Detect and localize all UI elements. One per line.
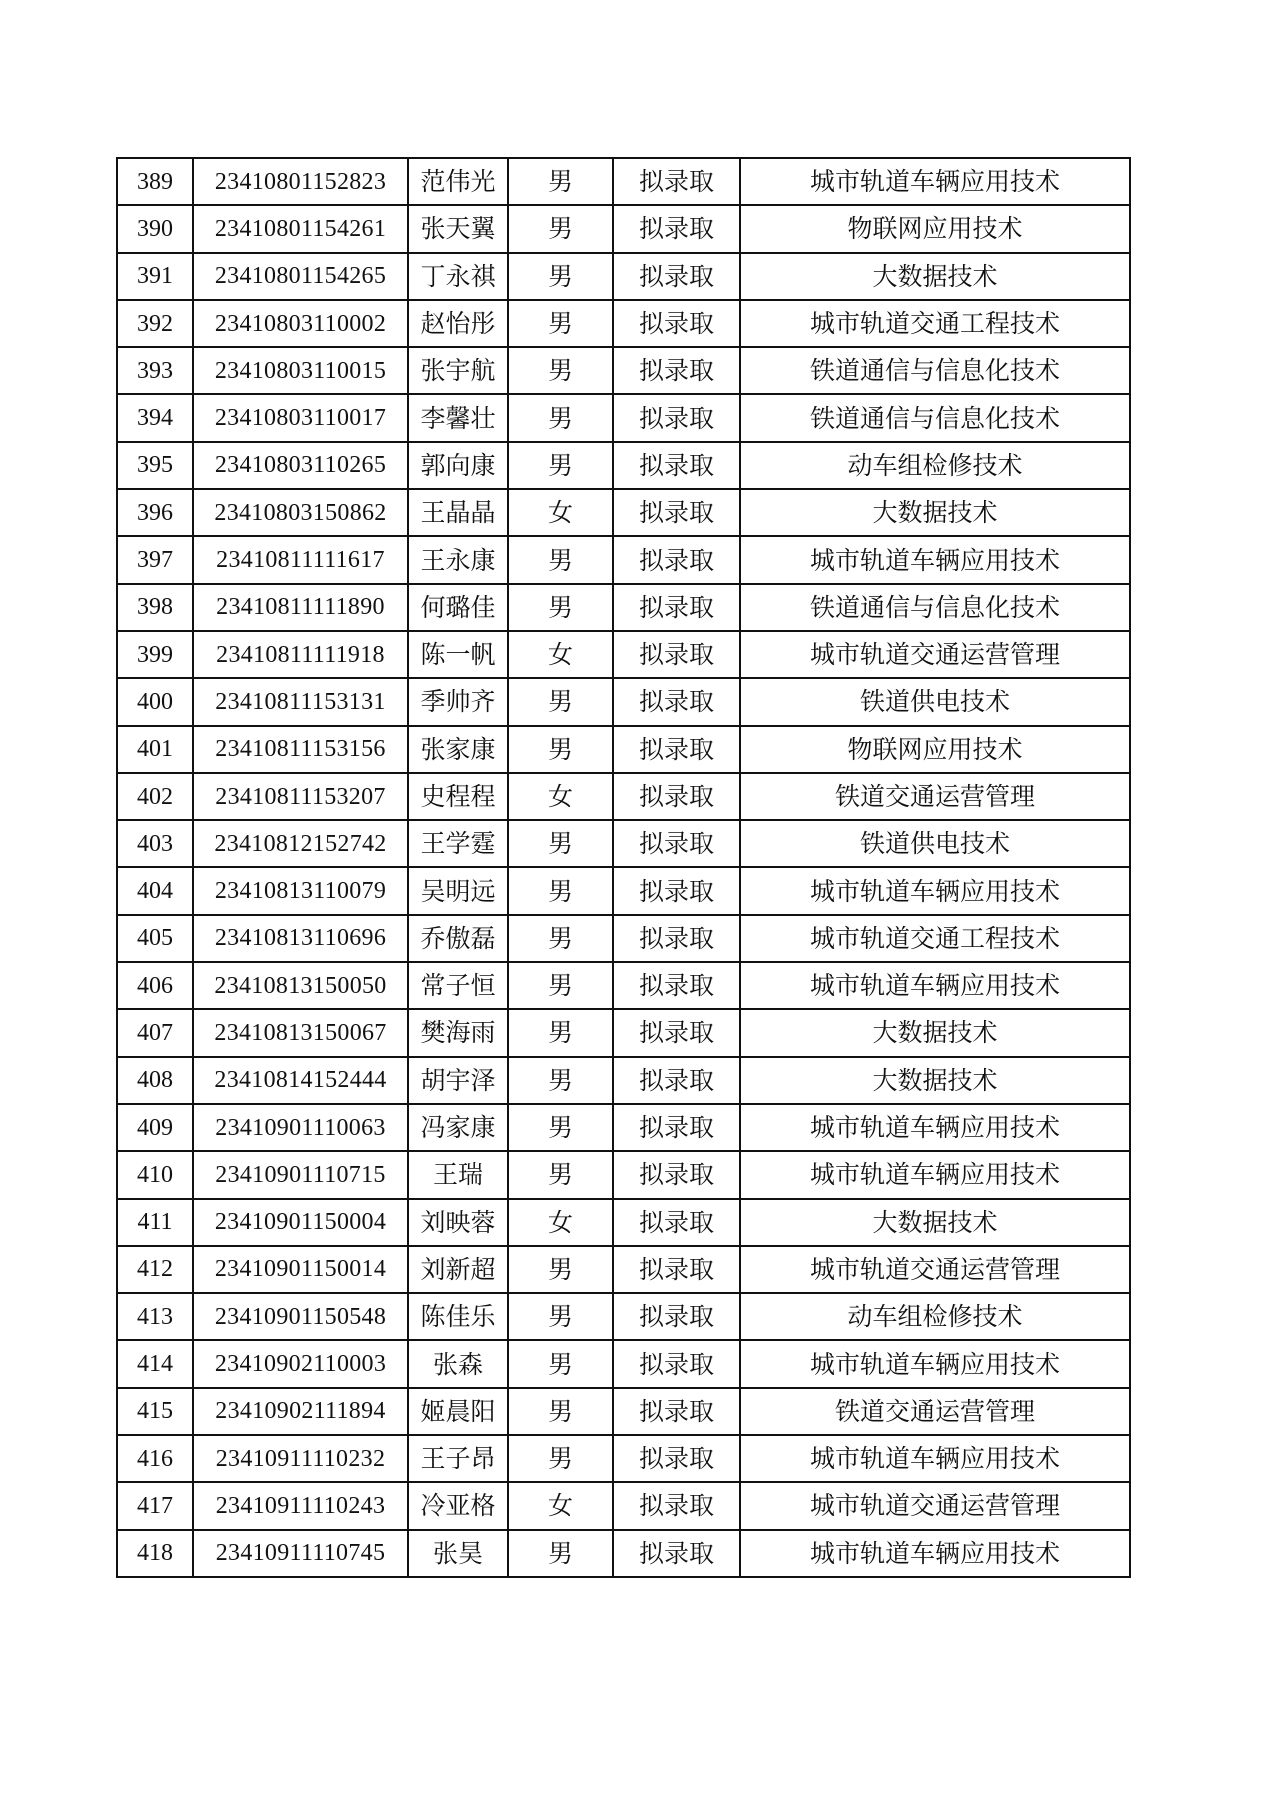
major-cell: 铁道通信与信息化技术 <box>740 347 1130 394</box>
candidate-id-cell: 23410902111894 <box>193 1388 408 1435</box>
table-row <box>117 253 1130 300</box>
candidate-id-cell: 23410813150067 <box>193 1009 408 1056</box>
row-number-cell: 402 <box>117 773 193 820</box>
row-number-cell: 397 <box>117 536 193 583</box>
major-cell: 铁道交通运营管理 <box>740 1388 1130 1435</box>
candidate-id-cell: 23410803110017 <box>193 394 408 441</box>
major-cell: 城市轨道车辆应用技术 <box>740 158 1130 205</box>
row-number-cell: 408 <box>117 1057 193 1104</box>
gender-cell: 男 <box>508 205 613 252</box>
admission-status-cell: 拟录取 <box>613 253 740 300</box>
row-number-cell: 417 <box>117 1482 193 1529</box>
gender-cell: 男 <box>508 1340 613 1387</box>
admission-status-cell: 拟录取 <box>613 726 740 773</box>
table-row <box>117 631 1130 678</box>
major-cell: 城市轨道交通工程技术 <box>740 300 1130 347</box>
table-row <box>117 1340 1130 1387</box>
table-row <box>117 1009 1130 1056</box>
table-row <box>117 205 1130 252</box>
gender-cell: 男 <box>508 158 613 205</box>
table-row <box>117 867 1130 914</box>
gender-cell: 男 <box>508 678 613 725</box>
admission-status-cell: 拟录取 <box>613 1530 740 1577</box>
candidate-id-cell: 23410911110745 <box>193 1530 408 1577</box>
major-cell: 大数据技术 <box>740 489 1130 536</box>
table-row <box>117 1482 1130 1529</box>
major-cell: 城市轨道车辆应用技术 <box>740 867 1130 914</box>
candidate-id-cell: 23410812152742 <box>193 820 408 867</box>
table-row <box>117 820 1130 867</box>
gender-cell: 男 <box>508 394 613 441</box>
gender-cell: 男 <box>508 820 613 867</box>
major-cell: 城市轨道车辆应用技术 <box>740 962 1130 1009</box>
major-cell: 城市轨道车辆应用技术 <box>740 1340 1130 1387</box>
table-row <box>117 347 1130 394</box>
candidate-id-cell: 23410803150862 <box>193 489 408 536</box>
admission-status-cell: 拟录取 <box>613 962 740 1009</box>
student-name-cell: 樊海雨 <box>408 1009 508 1056</box>
table-row <box>117 1057 1130 1104</box>
admission-status-cell: 拟录取 <box>613 631 740 678</box>
gender-cell: 男 <box>508 962 613 1009</box>
gender-cell: 男 <box>508 726 613 773</box>
candidate-id-cell: 23410803110015 <box>193 347 408 394</box>
major-cell: 铁道供电技术 <box>740 820 1130 867</box>
major-cell: 城市轨道车辆应用技术 <box>740 1435 1130 1482</box>
major-cell: 铁道通信与信息化技术 <box>740 394 1130 441</box>
gender-cell: 男 <box>508 1293 613 1340</box>
admission-status-cell: 拟录取 <box>613 1388 740 1435</box>
student-name-cell: 王瑞 <box>408 1151 508 1198</box>
admission-status-cell: 拟录取 <box>613 1246 740 1293</box>
table-row <box>117 1104 1130 1151</box>
admission-status-cell: 拟录取 <box>613 158 740 205</box>
row-number-cell: 394 <box>117 394 193 441</box>
table-row <box>117 536 1130 583</box>
major-cell: 大数据技术 <box>740 1009 1130 1056</box>
row-number-cell: 404 <box>117 867 193 914</box>
gender-cell: 男 <box>508 300 613 347</box>
major-cell: 铁道交通运营管理 <box>740 773 1130 820</box>
gender-cell: 女 <box>508 631 613 678</box>
major-cell: 城市轨道车辆应用技术 <box>740 1104 1130 1151</box>
candidate-id-cell: 23410811153207 <box>193 773 408 820</box>
admission-table <box>116 157 1131 1578</box>
candidate-id-cell: 23410811153156 <box>193 726 408 773</box>
candidate-id-cell: 23410801152823 <box>193 158 408 205</box>
admission-status-cell: 拟录取 <box>613 773 740 820</box>
table-row <box>117 1388 1130 1435</box>
admission-status-cell: 拟录取 <box>613 678 740 725</box>
row-number-cell: 405 <box>117 915 193 962</box>
major-cell: 大数据技术 <box>740 1199 1130 1246</box>
candidate-id-cell: 23410813110079 <box>193 867 408 914</box>
candidate-id-cell: 23410803110265 <box>193 442 408 489</box>
admission-status-cell: 拟录取 <box>613 584 740 631</box>
row-number-cell: 401 <box>117 726 193 773</box>
table-row <box>117 300 1130 347</box>
admission-status-cell: 拟录取 <box>613 820 740 867</box>
row-number-cell: 403 <box>117 820 193 867</box>
candidate-id-cell: 23410813110696 <box>193 915 408 962</box>
admission-status-cell: 拟录取 <box>613 1293 740 1340</box>
candidate-id-cell: 23410902110003 <box>193 1340 408 1387</box>
table-row <box>117 1151 1130 1198</box>
student-name-cell: 张森 <box>408 1340 508 1387</box>
candidate-id-cell: 23410901150004 <box>193 1199 408 1246</box>
row-number-cell: 390 <box>117 205 193 252</box>
row-number-cell: 389 <box>117 158 193 205</box>
table-row <box>117 584 1130 631</box>
student-name-cell: 乔傲磊 <box>408 915 508 962</box>
major-cell: 动车组检修技术 <box>740 1293 1130 1340</box>
candidate-id-cell: 23410901150548 <box>193 1293 408 1340</box>
table-row <box>117 1530 1130 1577</box>
candidate-id-cell: 23410811111918 <box>193 631 408 678</box>
table-row <box>117 158 1130 205</box>
student-name-cell: 季帅齐 <box>408 678 508 725</box>
table-row <box>117 394 1130 441</box>
gender-cell: 男 <box>508 1104 613 1151</box>
major-cell: 城市轨道交通运营管理 <box>740 1482 1130 1529</box>
table-row <box>117 773 1130 820</box>
gender-cell: 男 <box>508 1435 613 1482</box>
gender-cell: 女 <box>508 489 613 536</box>
row-number-cell: 395 <box>117 442 193 489</box>
major-cell: 城市轨道车辆应用技术 <box>740 1530 1130 1577</box>
row-number-cell: 416 <box>117 1435 193 1482</box>
student-name-cell: 郭向康 <box>408 442 508 489</box>
row-number-cell: 400 <box>117 678 193 725</box>
student-name-cell: 陈一帆 <box>408 631 508 678</box>
candidate-id-cell: 23410811111890 <box>193 584 408 631</box>
major-cell: 铁道供电技术 <box>740 678 1130 725</box>
row-number-cell: 393 <box>117 347 193 394</box>
gender-cell: 男 <box>508 347 613 394</box>
admission-status-cell: 拟录取 <box>613 915 740 962</box>
student-name-cell: 张宇航 <box>408 347 508 394</box>
gender-cell: 男 <box>508 536 613 583</box>
student-name-cell: 何璐佳 <box>408 584 508 631</box>
candidate-id-cell: 23410911110232 <box>193 1435 408 1482</box>
admission-status-cell: 拟录取 <box>613 1482 740 1529</box>
major-cell: 城市轨道车辆应用技术 <box>740 1151 1130 1198</box>
candidate-id-cell: 23410813150050 <box>193 962 408 1009</box>
admission-status-cell: 拟录取 <box>613 1199 740 1246</box>
candidate-id-cell: 23410911110243 <box>193 1482 408 1529</box>
table-row <box>117 962 1130 1009</box>
row-number-cell: 396 <box>117 489 193 536</box>
major-cell: 城市轨道车辆应用技术 <box>740 536 1130 583</box>
gender-cell: 男 <box>508 584 613 631</box>
student-name-cell: 王学霆 <box>408 820 508 867</box>
admission-status-cell: 拟录取 <box>613 1435 740 1482</box>
admission-status-cell: 拟录取 <box>613 347 740 394</box>
candidate-id-cell: 23410814152444 <box>193 1057 408 1104</box>
row-number-cell: 392 <box>117 300 193 347</box>
admission-status-cell: 拟录取 <box>613 1057 740 1104</box>
row-number-cell: 406 <box>117 962 193 1009</box>
admission-table-body <box>117 158 1130 1577</box>
candidate-id-cell: 23410811111617 <box>193 536 408 583</box>
gender-cell: 男 <box>508 1151 613 1198</box>
student-name-cell: 张昊 <box>408 1530 508 1577</box>
gender-cell: 男 <box>508 1009 613 1056</box>
row-number-cell: 413 <box>117 1293 193 1340</box>
row-number-cell: 391 <box>117 253 193 300</box>
table-row <box>117 1293 1130 1340</box>
admission-status-cell: 拟录取 <box>613 300 740 347</box>
student-name-cell: 王子昂 <box>408 1435 508 1482</box>
admission-status-cell: 拟录取 <box>613 1340 740 1387</box>
student-name-cell: 姬晨阳 <box>408 1388 508 1435</box>
student-name-cell: 张天翼 <box>408 205 508 252</box>
student-name-cell: 冯家康 <box>408 1104 508 1151</box>
row-number-cell: 418 <box>117 1530 193 1577</box>
admission-status-cell: 拟录取 <box>613 394 740 441</box>
candidate-id-cell: 23410901110715 <box>193 1151 408 1198</box>
gender-cell: 男 <box>508 867 613 914</box>
student-name-cell: 王永康 <box>408 536 508 583</box>
table-row <box>117 1246 1130 1293</box>
table-row <box>117 1199 1130 1246</box>
row-number-cell: 412 <box>117 1246 193 1293</box>
row-number-cell: 409 <box>117 1104 193 1151</box>
gender-cell: 男 <box>508 442 613 489</box>
student-name-cell: 胡宇泽 <box>408 1057 508 1104</box>
admission-status-cell: 拟录取 <box>613 205 740 252</box>
major-cell: 城市轨道交通工程技术 <box>740 915 1130 962</box>
admission-status-cell: 拟录取 <box>613 867 740 914</box>
student-name-cell: 王晶晶 <box>408 489 508 536</box>
student-name-cell: 史程程 <box>408 773 508 820</box>
table-row <box>117 915 1130 962</box>
admission-status-cell: 拟录取 <box>613 1009 740 1056</box>
admission-status-cell: 拟录取 <box>613 1151 740 1198</box>
admission-status-cell: 拟录取 <box>613 489 740 536</box>
major-cell: 城市轨道交通运营管理 <box>740 1246 1130 1293</box>
student-name-cell: 常子恒 <box>408 962 508 1009</box>
major-cell: 城市轨道交通运营管理 <box>740 631 1130 678</box>
candidate-id-cell: 23410901110063 <box>193 1104 408 1151</box>
gender-cell: 女 <box>508 1199 613 1246</box>
student-name-cell: 吴明远 <box>408 867 508 914</box>
major-cell: 大数据技术 <box>740 1057 1130 1104</box>
major-cell: 物联网应用技术 <box>740 726 1130 773</box>
major-cell: 动车组检修技术 <box>740 442 1130 489</box>
student-name-cell: 赵怡彤 <box>408 300 508 347</box>
candidate-id-cell: 23410801154265 <box>193 253 408 300</box>
row-number-cell: 399 <box>117 631 193 678</box>
table-row <box>117 1435 1130 1482</box>
student-name-cell: 李馨壮 <box>408 394 508 441</box>
student-name-cell: 张家康 <box>408 726 508 773</box>
table-row <box>117 678 1130 725</box>
table-row <box>117 489 1130 536</box>
row-number-cell: 410 <box>117 1151 193 1198</box>
major-cell: 物联网应用技术 <box>740 205 1130 252</box>
gender-cell: 男 <box>508 1388 613 1435</box>
table-row <box>117 442 1130 489</box>
gender-cell: 男 <box>508 1530 613 1577</box>
row-number-cell: 414 <box>117 1340 193 1387</box>
candidate-id-cell: 23410811153131 <box>193 678 408 725</box>
student-name-cell: 刘新超 <box>408 1246 508 1293</box>
gender-cell: 男 <box>508 915 613 962</box>
student-name-cell: 刘映蓉 <box>408 1199 508 1246</box>
student-name-cell: 丁永祺 <box>408 253 508 300</box>
gender-cell: 女 <box>508 773 613 820</box>
candidate-id-cell: 23410901150014 <box>193 1246 408 1293</box>
admission-status-cell: 拟录取 <box>613 1104 740 1151</box>
table-row <box>117 726 1130 773</box>
admission-status-cell: 拟录取 <box>613 442 740 489</box>
gender-cell: 女 <box>508 1482 613 1529</box>
student-name-cell: 冷亚格 <box>408 1482 508 1529</box>
major-cell: 铁道通信与信息化技术 <box>740 584 1130 631</box>
candidate-id-cell: 23410803110002 <box>193 300 408 347</box>
major-cell: 大数据技术 <box>740 253 1130 300</box>
candidate-id-cell: 23410801154261 <box>193 205 408 252</box>
row-number-cell: 415 <box>117 1388 193 1435</box>
admission-status-cell: 拟录取 <box>613 536 740 583</box>
row-number-cell: 411 <box>117 1199 193 1246</box>
gender-cell: 男 <box>508 1246 613 1293</box>
student-name-cell: 范伟光 <box>408 158 508 205</box>
student-name-cell: 陈佳乐 <box>408 1293 508 1340</box>
gender-cell: 男 <box>508 253 613 300</box>
row-number-cell: 407 <box>117 1009 193 1056</box>
row-number-cell: 398 <box>117 584 193 631</box>
gender-cell: 男 <box>508 1057 613 1104</box>
